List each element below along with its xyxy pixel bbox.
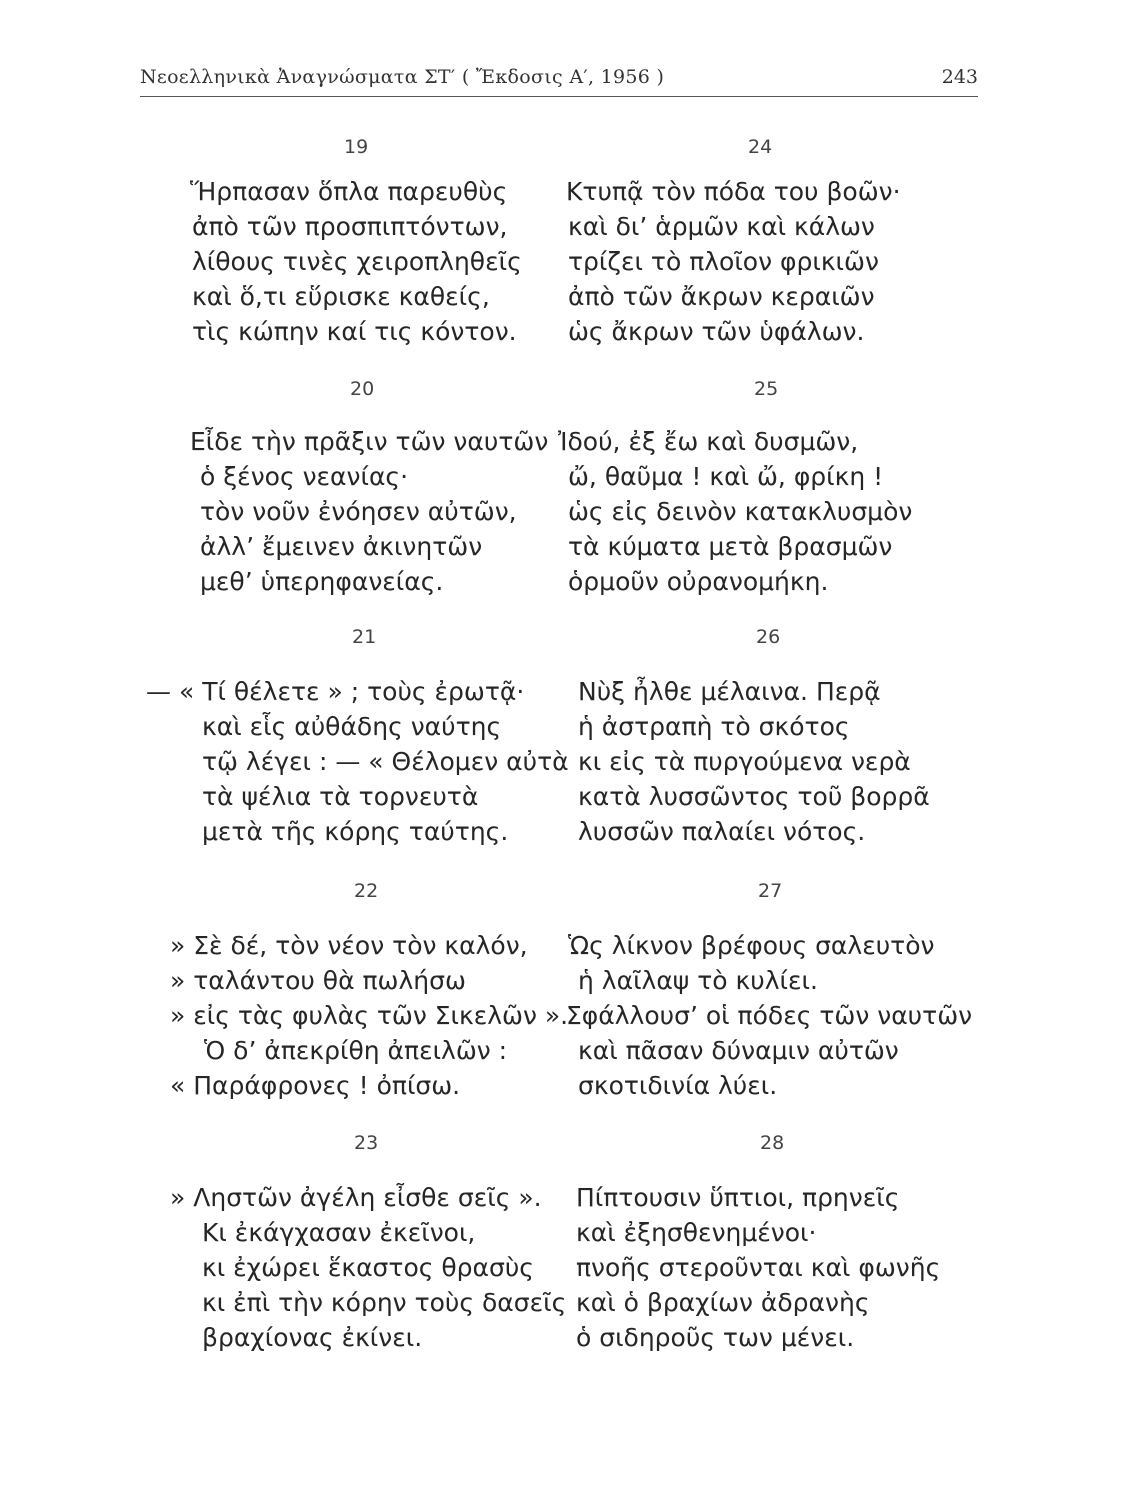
stanza-number: 24 bbox=[748, 136, 773, 158]
verse-line: Νὺξ ἦλθε μέλαινα. Περᾷ bbox=[578, 677, 881, 706]
stanza-number: 20 bbox=[350, 378, 375, 400]
verse-line: Ἥρπασαν ὅπλα παρευθὺς bbox=[190, 177, 508, 206]
stanza-number: 28 bbox=[760, 1132, 785, 1154]
verse-line: Κι ἐκάγχασαν ἐκεῖνοι, bbox=[202, 1218, 476, 1247]
verse-line: ὡς εἰς δεινὸν κατακλυσμὸν bbox=[568, 497, 913, 526]
verse-line: καὶ ἐξησθενημένοι· bbox=[576, 1218, 817, 1247]
verse-line: Ἰδού, ἐξ ἔω καὶ δυσμῶν, bbox=[558, 427, 859, 456]
verse-line: μεθ’ ὑπερηφανείας. bbox=[200, 567, 444, 596]
verse-line: Κτυπᾷ τὸν πόδα του βοῶν· bbox=[566, 177, 901, 206]
stanza-number: 27 bbox=[758, 880, 783, 902]
stanza-lines bbox=[146, 674, 569, 849]
stanza-number: 25 bbox=[754, 378, 779, 400]
verse-line: κι εἰς τὰ πυργούμενα νερὰ bbox=[578, 747, 911, 776]
verse-line: Ὁ δ’ ἀπεκρίθη ἀπειλῶν : bbox=[204, 1036, 508, 1065]
verse-line: καὶ πᾶσαν δύναμιν αὐτῶν bbox=[578, 1036, 899, 1065]
verse-line: ὤ, θαῦμα ! καὶ ὤ, φρίκη ! bbox=[568, 462, 884, 491]
verse-line: καὶ δι’ ἁρμῶν καὶ κάλων bbox=[568, 212, 875, 241]
verse-line: κι ἐπὶ τὴν κόρην τοὺς δασεῖς bbox=[202, 1288, 567, 1317]
stanza-number: 21 bbox=[352, 626, 377, 648]
verse-line: ὡς ἄκρων τῶν ὑφάλων. bbox=[568, 317, 865, 346]
running-title: Νεοελληνικὰ Ἀναγνώσματα ΣΤ′ ( Ἔκδοσις Α′, 1956 ) bbox=[140, 66, 665, 88]
verse-line: ἡ λαῖλαψ τὸ κυλίει. bbox=[578, 966, 818, 995]
verse-line: Πίπτουσιν ὕπτιοι, πρηνεῖς bbox=[576, 1183, 900, 1212]
verse-line: » εἰς τὰς φυλὰς τῶν Σικελῶν ». bbox=[170, 1001, 569, 1030]
stanza-number: 22 bbox=[354, 880, 379, 902]
verse-line: τὰ ψέλια τὰ τορνευτὰ bbox=[202, 782, 479, 811]
stanza-lines bbox=[190, 424, 548, 599]
verse-line: Σφάλλουσ’ οἱ πόδες τῶν ναυτῶν bbox=[566, 1001, 973, 1030]
verse-line: ὁ σιδηροῦς των μένει. bbox=[576, 1323, 855, 1352]
stanza-lines bbox=[566, 928, 972, 1103]
verse-line: σκοτιδινία λύει. bbox=[578, 1071, 778, 1100]
stanza-lines bbox=[170, 928, 568, 1103]
verse-line: » ταλάντου θὰ πωλήσω bbox=[170, 966, 466, 995]
stanza-lines bbox=[558, 424, 913, 599]
verse-line: « Παράφρονες ! ὀπίσω. bbox=[170, 1071, 461, 1100]
verse-line: — « Τί θέλετε » ; τοὺς ἐρωτᾷ· bbox=[146, 677, 525, 706]
verse-line: καὶ εἷς αὐθάδης ναύτης bbox=[202, 712, 502, 741]
verse-line: τὰ κύματα μετὰ βρασμῶν bbox=[568, 532, 893, 561]
verse-line: Εἶδε τὴν πρᾶξιν τῶν ναυτῶν bbox=[190, 427, 549, 456]
verse-line: καὶ ὅ,τι εὕρισκε καθείς, bbox=[192, 282, 490, 311]
stanza-number: 26 bbox=[756, 626, 781, 648]
verse-line: Ὡς λίκνον βρέφους σαλευτὸν bbox=[568, 931, 935, 960]
stanza-lines bbox=[190, 174, 522, 349]
verse-line: πνοῆς στεροῦνται καὶ φωνῆς bbox=[576, 1253, 941, 1282]
verse-line: τὸν νοῦν ἐνόησεν αὐτῶν, bbox=[200, 497, 517, 526]
page-header bbox=[140, 64, 978, 97]
verse-line: ἡ ἀστραπὴ τὸ σκότος bbox=[578, 712, 850, 741]
verse-line: κι ἐχώρει ἕκαστος θρασὺς bbox=[202, 1253, 534, 1282]
verse-line: λίθους τινὲς χειροπληθεῖς bbox=[192, 247, 522, 276]
stanza-number: 23 bbox=[354, 1132, 379, 1154]
verse-line: καὶ ὁ βραχίων ἀδρανὴς bbox=[576, 1288, 870, 1317]
stanza-lines bbox=[170, 1180, 566, 1355]
verse-line: τρίζει τὸ πλοῖον φρικιῶν bbox=[568, 247, 879, 276]
verse-line: » Ληστῶν ἀγέλη εἶσθε σεῖς ». bbox=[170, 1183, 542, 1212]
stanza-lines bbox=[566, 174, 901, 349]
verse-line: τῷ λέγει : — « Θέλομεν αὐτὰ bbox=[202, 747, 569, 776]
stanza-number: 19 bbox=[344, 136, 369, 158]
verse-line: κατὰ λυσσῶντος τοῦ βορρᾶ bbox=[578, 782, 930, 811]
page-number: 243 bbox=[941, 66, 978, 88]
verse-line: μετὰ τῆς κόρης ταύτης. bbox=[202, 817, 509, 846]
verse-line: » Σὲ δέ, τὸν νέον τὸν καλόν, bbox=[170, 931, 528, 960]
verse-line: βραχίονας ἐκίνει. bbox=[202, 1323, 423, 1352]
verse-line: λυσσῶν παλαίει νότος. bbox=[578, 817, 866, 846]
verse-line: ὁ ξένος νεανίας· bbox=[200, 462, 409, 491]
stanza-lines bbox=[578, 674, 930, 849]
verse-line: ἀλλ’ ἔμεινεν ἀκινητῶν bbox=[200, 532, 483, 561]
verse-line: ἀπὸ τῶν ἄκρων κεραιῶν bbox=[568, 282, 875, 311]
verse-line: ὁρμοῦν οὐρανομήκη. bbox=[568, 567, 829, 596]
verse-line: τὶς κώπην καί τις κόντον. bbox=[192, 317, 517, 346]
stanza-lines bbox=[576, 1180, 940, 1355]
verse-line: ἀπὸ τῶν προσπιπτόντων, bbox=[192, 212, 508, 241]
